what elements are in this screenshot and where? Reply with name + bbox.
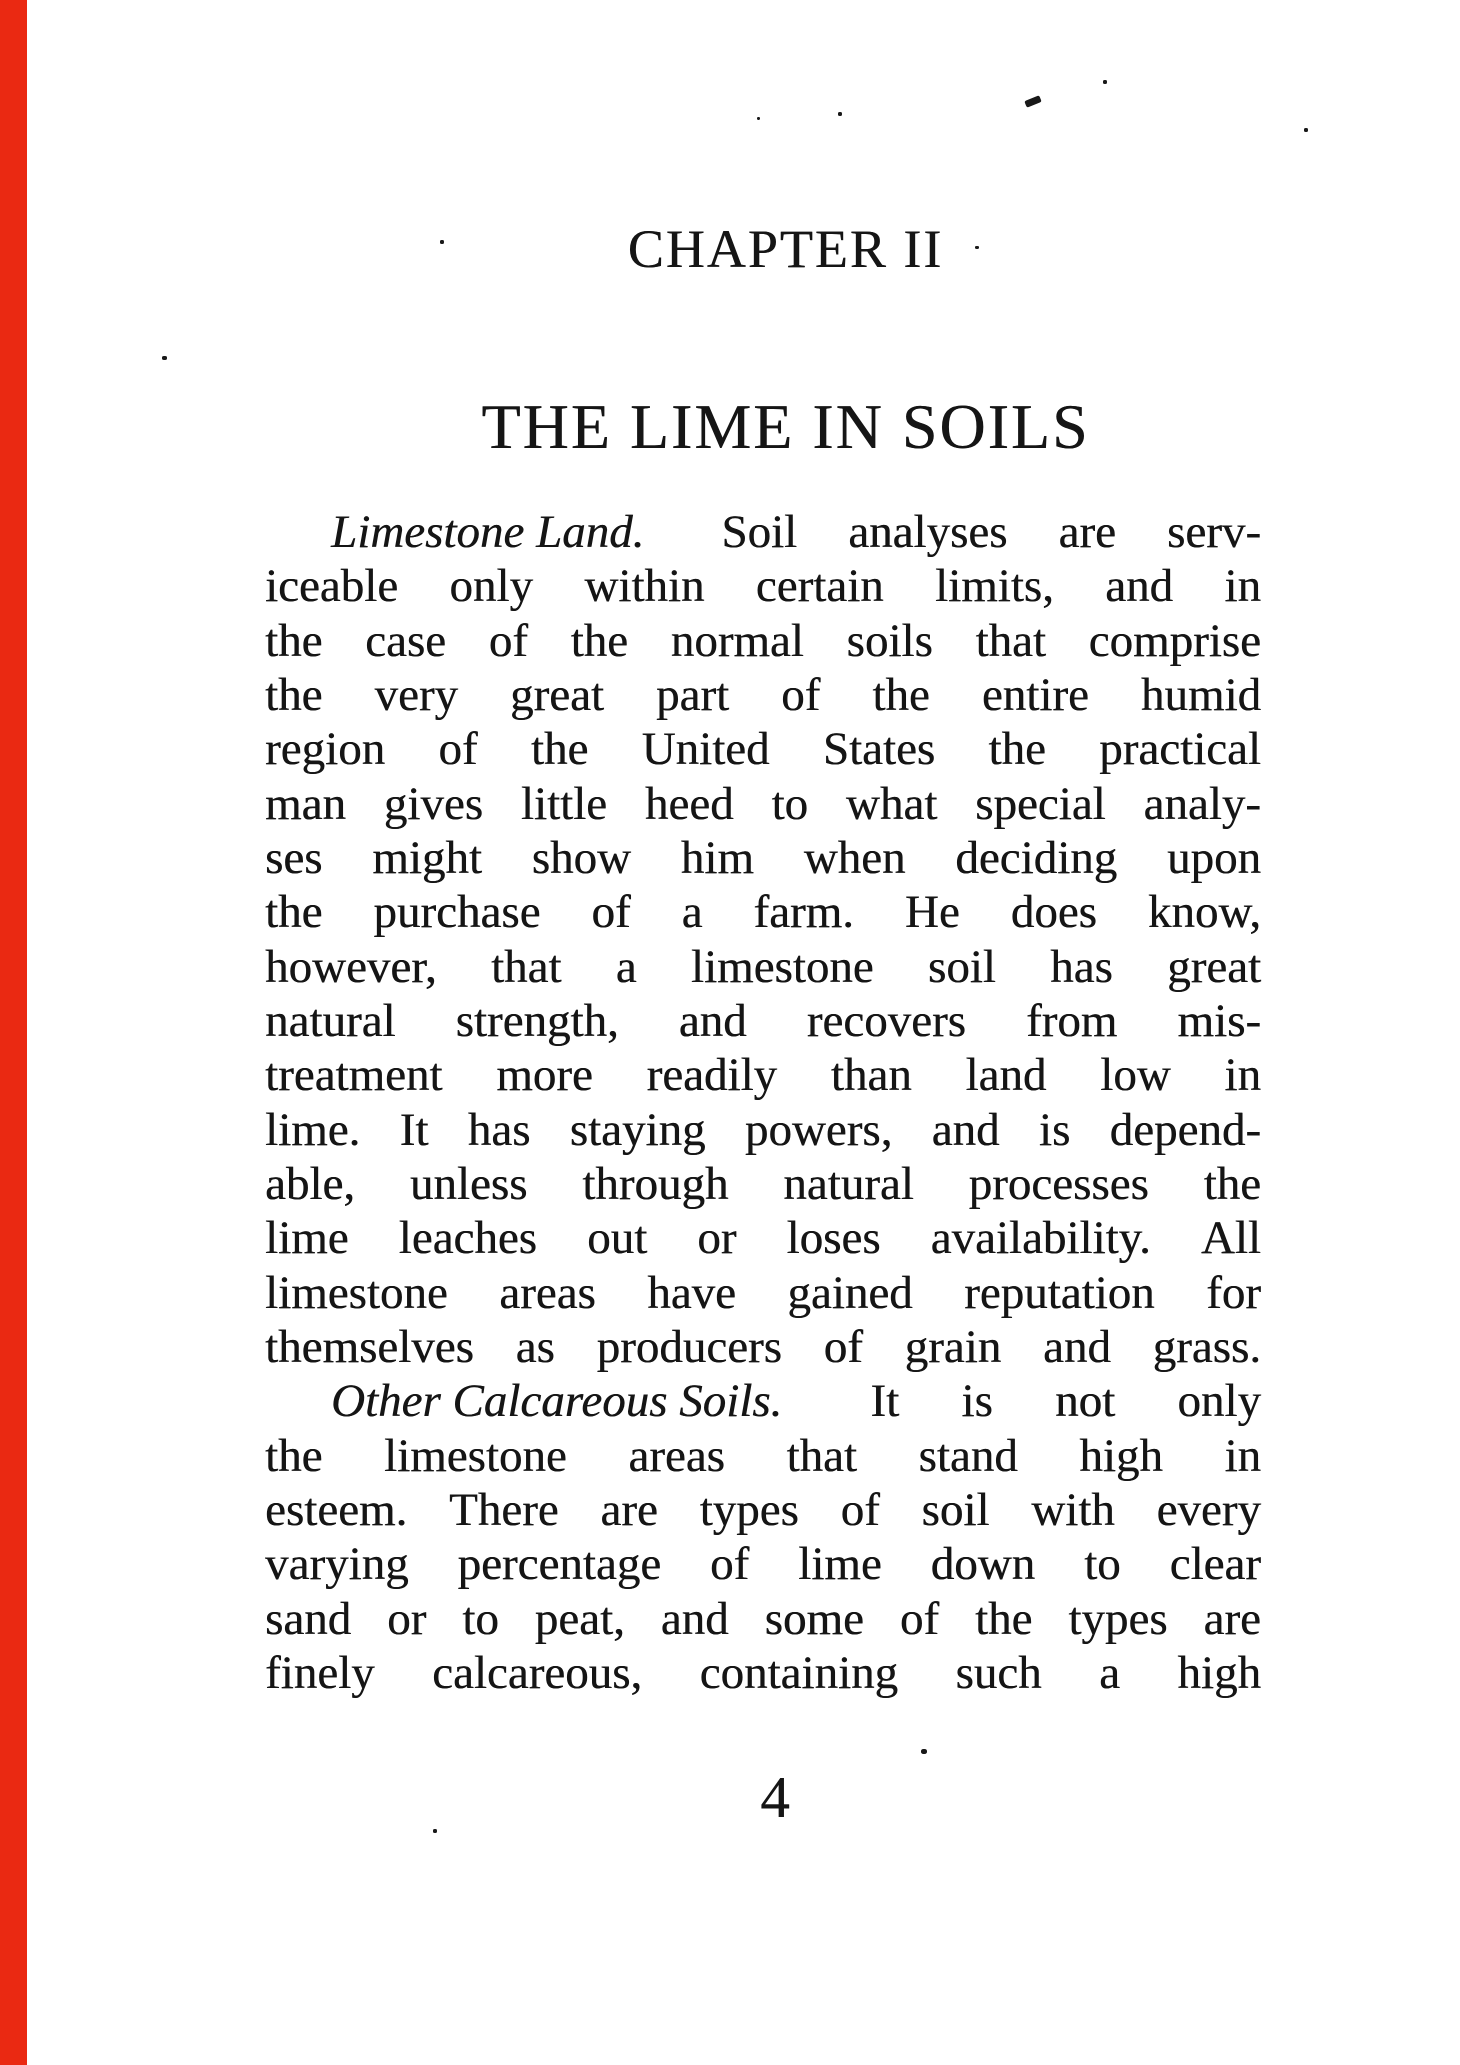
word: mis- (1177, 994, 1261, 1047)
word: than (830, 1049, 912, 1102)
text-line (265, 614, 1261, 668)
scan-speck (1304, 128, 1308, 132)
word: loses (786, 1212, 881, 1265)
scan-speck (433, 1829, 437, 1833)
body-text (265, 505, 1261, 1700)
word: normal (670, 614, 804, 667)
word: iceable (265, 560, 399, 613)
word: and (1105, 560, 1174, 613)
text-line (265, 885, 1261, 939)
word: great (510, 668, 604, 721)
word: a (1099, 1646, 1120, 1699)
word: treatment (265, 1049, 443, 1102)
scan-speck (1103, 80, 1107, 84)
word: are (600, 1483, 658, 1536)
word: the (265, 668, 323, 721)
word: All (1200, 1212, 1261, 1265)
text-line (265, 722, 1261, 776)
word: purchase (373, 886, 541, 939)
word: analy- (1143, 777, 1261, 830)
text-line (265, 1103, 1261, 1157)
word: what (845, 777, 938, 830)
word: and (931, 1103, 1000, 1156)
word: analyses (848, 506, 1008, 558)
word: natural (265, 994, 396, 1047)
word: little (520, 777, 608, 830)
word: themselves (265, 1320, 474, 1373)
word: are (1203, 1592, 1261, 1645)
scan-speck (440, 240, 444, 244)
word: has (1050, 940, 1113, 993)
word: only (1177, 1375, 1261, 1428)
word: limestone (265, 1266, 448, 1319)
word: containing (699, 1646, 899, 1699)
word: the (974, 1592, 1033, 1645)
word: out (587, 1212, 648, 1265)
word: for (1206, 1266, 1261, 1319)
word: and (678, 994, 747, 1047)
word: reputation (964, 1266, 1155, 1319)
word: practical (1099, 723, 1261, 776)
word: great (1167, 940, 1261, 993)
word: natural (783, 1157, 914, 1210)
word: soil (921, 1483, 990, 1536)
word: entire (981, 668, 1089, 721)
word: recovers (806, 994, 966, 1047)
word: humid (1140, 668, 1261, 721)
paragraph-lead-italic: Limestone Land. (331, 506, 645, 558)
word: areas (499, 1266, 596, 1319)
word: availability. (930, 1212, 1151, 1265)
word: case (365, 614, 446, 667)
text-line (265, 1537, 1261, 1591)
word: serv- (1167, 506, 1261, 558)
word: staying (569, 1103, 706, 1156)
text-line (265, 1320, 1261, 1374)
word: producers (596, 1320, 782, 1373)
word: in (1224, 560, 1261, 613)
word: might (372, 831, 482, 884)
text-line (265, 505, 1261, 559)
page-title: THE LIME IN SOILS (481, 391, 1090, 462)
word: powers, (744, 1103, 893, 1156)
text-line (265, 1646, 1261, 1700)
word: man (265, 777, 346, 830)
word: farm. (753, 886, 854, 939)
scan-edge-red-strip (0, 0, 27, 2065)
word: deciding (955, 831, 1118, 884)
word: the (988, 723, 1046, 776)
word: down (930, 1538, 1036, 1591)
word: know, (1147, 886, 1261, 939)
word: when (803, 831, 906, 884)
word: in (1224, 1429, 1261, 1482)
text-line (265, 1483, 1261, 1537)
word: limits, (934, 560, 1054, 613)
word: that (975, 614, 1046, 667)
word: percentage (457, 1538, 662, 1591)
word: varying (265, 1538, 409, 1591)
text-line (265, 994, 1261, 1048)
word: a (681, 886, 703, 939)
word: of (710, 1538, 750, 1591)
word: is (961, 1375, 993, 1428)
word: It (399, 1103, 429, 1156)
word: part (656, 668, 730, 721)
word: or (697, 1212, 737, 1265)
ink-mark (1024, 95, 1041, 107)
word: sand (265, 1592, 352, 1645)
text-line (265, 1429, 1261, 1483)
text-line (265, 668, 1261, 722)
word: strength, (455, 994, 619, 1047)
word: soil (927, 940, 996, 993)
paragraph (265, 505, 1261, 1374)
word: lime (798, 1538, 882, 1591)
word: readily (646, 1049, 778, 1102)
word: land (965, 1049, 1047, 1102)
word: of (823, 1320, 863, 1373)
word: of (840, 1483, 880, 1536)
scan-speck (975, 246, 979, 249)
word: and (660, 1592, 729, 1645)
scan-speck (162, 356, 167, 360)
word: high (1079, 1429, 1163, 1482)
paragraph (265, 1374, 1261, 1700)
word: only (449, 560, 533, 613)
text-line (265, 1157, 1261, 1211)
word: in (1224, 1049, 1261, 1102)
word: ses (265, 831, 323, 884)
text-line (265, 1211, 1261, 1265)
word: are (1058, 506, 1116, 558)
word: such (955, 1646, 1042, 1699)
word: There (449, 1483, 559, 1536)
word: calcareous, (432, 1646, 643, 1699)
word: upon (1166, 831, 1261, 884)
word: of (899, 1592, 939, 1645)
word: gained (787, 1266, 913, 1319)
word: region (265, 723, 386, 776)
word: or (387, 1592, 427, 1645)
text-line (265, 1266, 1261, 1320)
word: grain (904, 1320, 1002, 1373)
word: special (975, 777, 1106, 830)
word: of (781, 668, 821, 721)
word: heed (644, 777, 734, 830)
word: as (515, 1320, 555, 1373)
word: lime (265, 1212, 349, 1265)
word: more (496, 1049, 593, 1102)
word: does (1010, 886, 1097, 939)
word: of (591, 886, 631, 939)
word: leaches (398, 1212, 537, 1265)
word: that (786, 1429, 857, 1482)
word: types (699, 1483, 799, 1536)
text-line (265, 1592, 1261, 1646)
word: of (488, 614, 528, 667)
word: to (1084, 1538, 1121, 1591)
word: gives (383, 777, 483, 830)
scan-speck (757, 117, 760, 120)
word: peat, (534, 1592, 625, 1645)
scan-speck (838, 112, 842, 116)
word: States (822, 723, 936, 776)
word: have (647, 1266, 736, 1319)
word: certain (755, 560, 884, 613)
text-line (265, 777, 1261, 831)
word: show (531, 831, 631, 884)
word: within (584, 560, 705, 613)
word: every (1156, 1483, 1261, 1536)
word: very (374, 668, 458, 721)
word: a (615, 940, 637, 993)
word: finely (265, 1646, 375, 1699)
word: the (265, 614, 323, 667)
word: types (1068, 1592, 1168, 1645)
text-line (265, 831, 1261, 885)
word: that (490, 940, 562, 993)
paragraph-lead-italic: Other Calcareous Soils. (331, 1375, 783, 1428)
scan-speck (921, 1749, 927, 1754)
word: stand (918, 1429, 1018, 1482)
word: depend- (1109, 1103, 1261, 1156)
word: He (904, 886, 960, 939)
chapter-heading: CHAPTER II (627, 219, 944, 279)
word: low (1100, 1049, 1171, 1102)
word: grass. (1152, 1320, 1261, 1373)
word: of (438, 723, 478, 776)
word: comprise (1088, 614, 1261, 667)
word: It (870, 1375, 900, 1428)
text-line (265, 940, 1261, 994)
word: soils (846, 614, 933, 667)
word: some (764, 1592, 864, 1645)
word: through (582, 1157, 729, 1210)
word: areas (628, 1429, 725, 1482)
word: has (467, 1103, 531, 1156)
word: to (462, 1592, 499, 1645)
word: not (1055, 1375, 1116, 1428)
word: with (1031, 1483, 1115, 1536)
word: the (530, 723, 589, 776)
word: the (265, 1429, 323, 1482)
word: to (771, 777, 809, 830)
word: limestone (690, 940, 874, 993)
word: the (570, 614, 628, 667)
word: limestone (384, 1429, 567, 1482)
word: high (1177, 1646, 1261, 1699)
text-line (265, 559, 1261, 613)
word: processes (968, 1157, 1149, 1210)
page-number: 4 (760, 1764, 790, 1830)
word: United (641, 723, 770, 776)
word: esteem. (265, 1483, 408, 1536)
word: lime. (265, 1103, 361, 1156)
word: the (1203, 1157, 1261, 1210)
word: able, (265, 1157, 356, 1210)
word: unless (409, 1157, 528, 1210)
word: from (1025, 994, 1118, 1047)
word: clear (1169, 1538, 1261, 1591)
word: the (872, 668, 930, 721)
word: however, (265, 940, 437, 993)
word: Soil (721, 506, 798, 558)
word: him (680, 831, 754, 884)
text-line (265, 1374, 1261, 1428)
text-line (265, 1048, 1261, 1102)
word: and (1042, 1320, 1111, 1373)
word: the (265, 886, 323, 939)
word: is (1038, 1103, 1071, 1156)
